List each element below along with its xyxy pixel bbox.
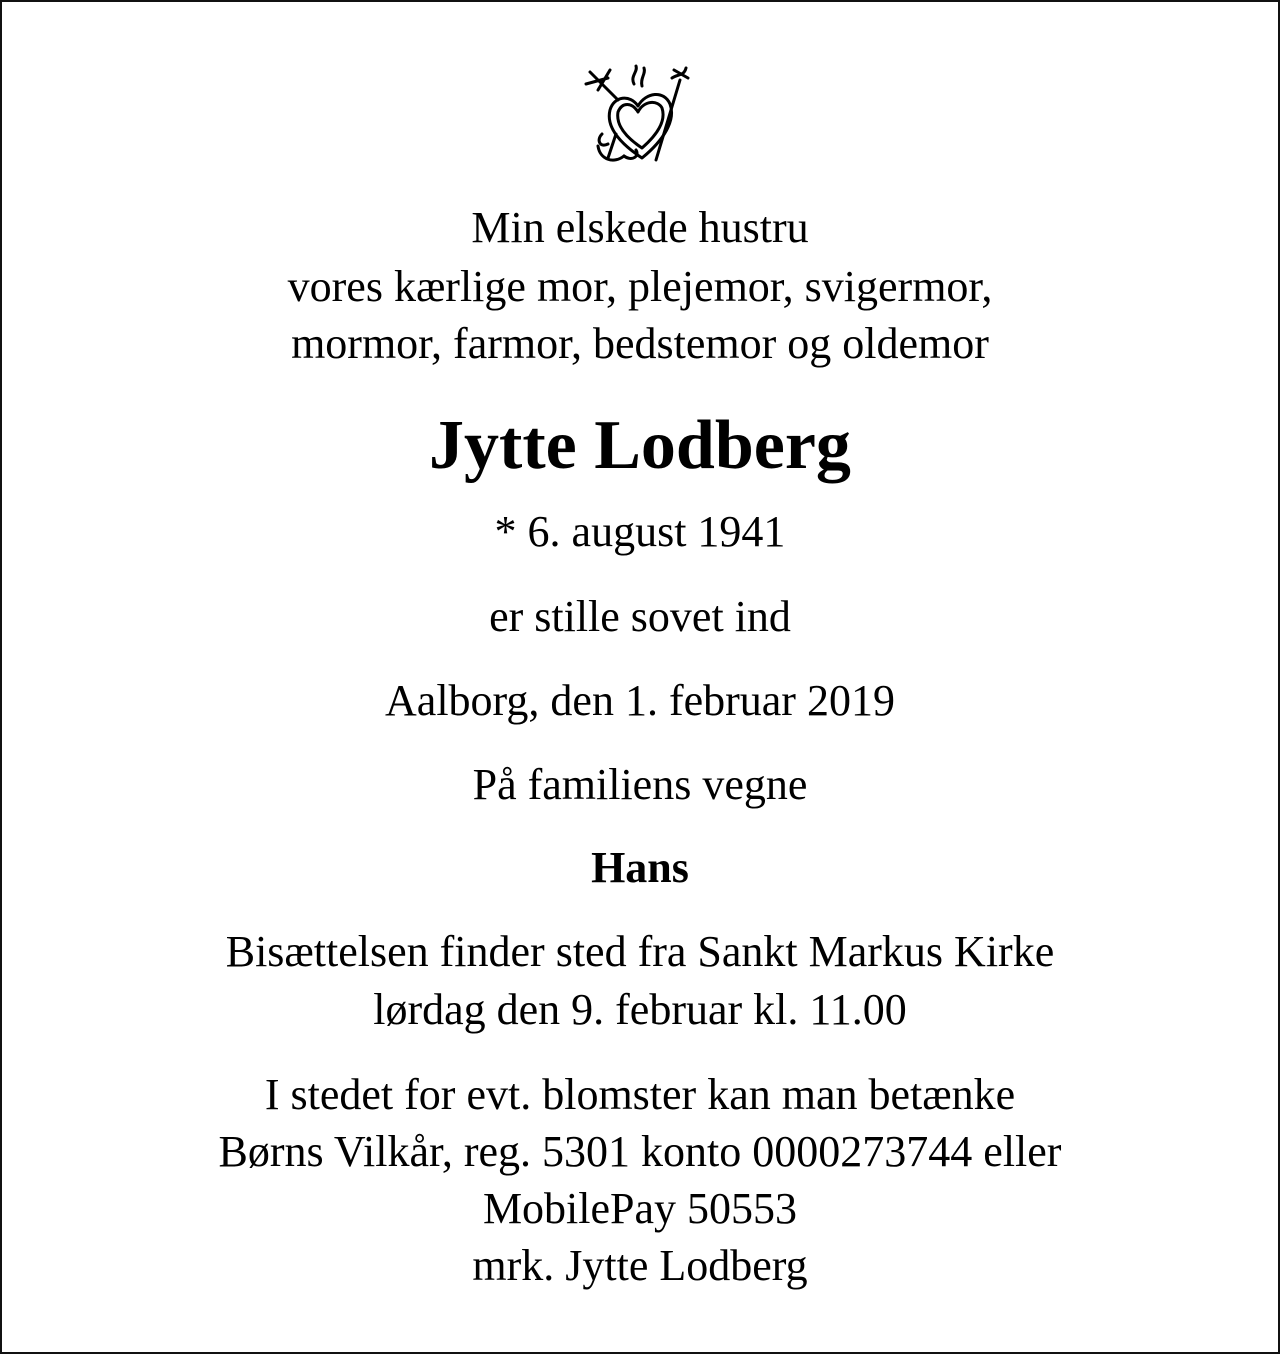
intro-line: mormor, farmor, bedstemor og oldemor [291,319,989,368]
donation-line: mrk. Jytte Lodberg [472,1241,808,1290]
passing-text: er stille sovet ind [489,592,791,641]
donation-line: I stedet for evt. blomster kan man betænke [264,1070,1016,1119]
donation-line: MobilePay 50553 [482,1184,798,1233]
faith-hope-love-icon [580,64,704,168]
on-behalf-text: På familiens vegne [472,760,808,809]
donation-line: Børns Vilkår, reg. 5301 konto 0000273744 eller [218,1127,1062,1176]
intro-line: Min elskede hustru [471,203,809,252]
birth-date: * 6. august 1941 [494,507,786,556]
funeral-line: lørdag den 9. februar kl. 11.00 [373,985,907,1034]
place-and-date: Aalborg, den 1. februar 2019 [385,676,895,725]
funeral-line: Bisættelsen finder sted fra Sankt Markus Kirke [225,927,1055,976]
intro-line: vores kærlige mor, plejemor, svigermor, [287,262,993,311]
deceased-name: Jytte Lodberg [429,407,851,484]
signer-name: Hans [591,843,689,892]
